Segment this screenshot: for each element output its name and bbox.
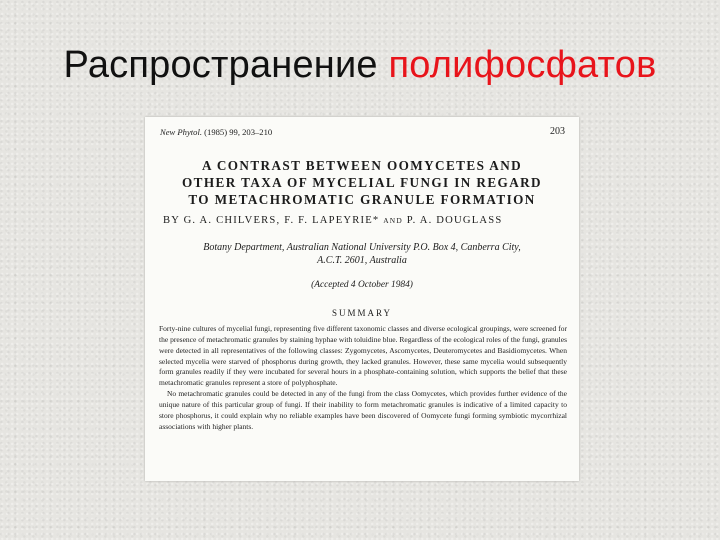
paper-title-line: OTHER TAXA OF MYCELIAL FUNGI IN REGARD xyxy=(182,175,542,190)
paper-title-line: A CONTRAST BETWEEN OOMYCETES AND xyxy=(201,158,523,173)
paper-title-line: TO METACHROMATIC GRANULE FORMATION xyxy=(188,192,536,207)
slide-title-accent: полифосфатов xyxy=(388,44,657,86)
accepted-date: (Accepted 4 October 1984) xyxy=(311,280,413,290)
authors-last: P. A. DOUGLASS xyxy=(406,215,503,226)
authors-main: BY G. A. CHILVERS, F. F. LAPEYRIE* xyxy=(163,215,380,226)
journal-volume: (1985) 99, 203–210 xyxy=(204,127,273,137)
authors-and: AND xyxy=(383,216,403,225)
affiliation-line: Botany Department, Australian National University P.O. Box 4, Canberra City, xyxy=(203,242,521,253)
affiliation-line: A.C.T. 2601, Australia xyxy=(317,255,407,266)
page-number: 203 xyxy=(550,126,565,137)
slide-title-main: Распространение xyxy=(63,44,378,86)
authors xyxy=(163,215,502,226)
journal-name: New Phytol. xyxy=(160,127,203,137)
paper-scan xyxy=(145,117,579,481)
paper-title xyxy=(145,157,579,208)
summary-paragraph: No metachromatic granules could be detected in any of the fungi from the class Oomycetes, which provides further evidence of the unique nature of this particular group of fungi. If their inability to form metachromatic granules is indicative of a limited capacity to store phosphorus, it could explain why no reliable examples have been discovered of Oomycete fungi forming symbiotic mycorrhizal associations with higher plants. xyxy=(159,389,567,431)
summary-paragraph: Forty-nine cultures of mycelial fungi, representing five different taxonomic classes and diverse ecological groupings, were screened for the presence of metachromatic granules by staining hyphae with toluidine blue. Regardless of the ecological roles of the fungi, granules were detected in all representatives of the following classes: Zygomycetes, Ascomycetes, Deuteromycetes and Basidiomycetes. When selected mycelia were starved of phosphorus during growth, they lacked granules. However, these same mycelia would subsequently form granules readily if they were incubated for several hours in a phosphate-containing solution, which supports the belief that these metachromatic granules represent a store of polyphosphate. xyxy=(159,324,567,388)
affiliation xyxy=(145,241,579,267)
summary-body xyxy=(159,324,567,432)
summary-heading: SUMMARY xyxy=(331,308,392,318)
journal-citation xyxy=(160,127,272,137)
slide-title xyxy=(0,44,720,87)
